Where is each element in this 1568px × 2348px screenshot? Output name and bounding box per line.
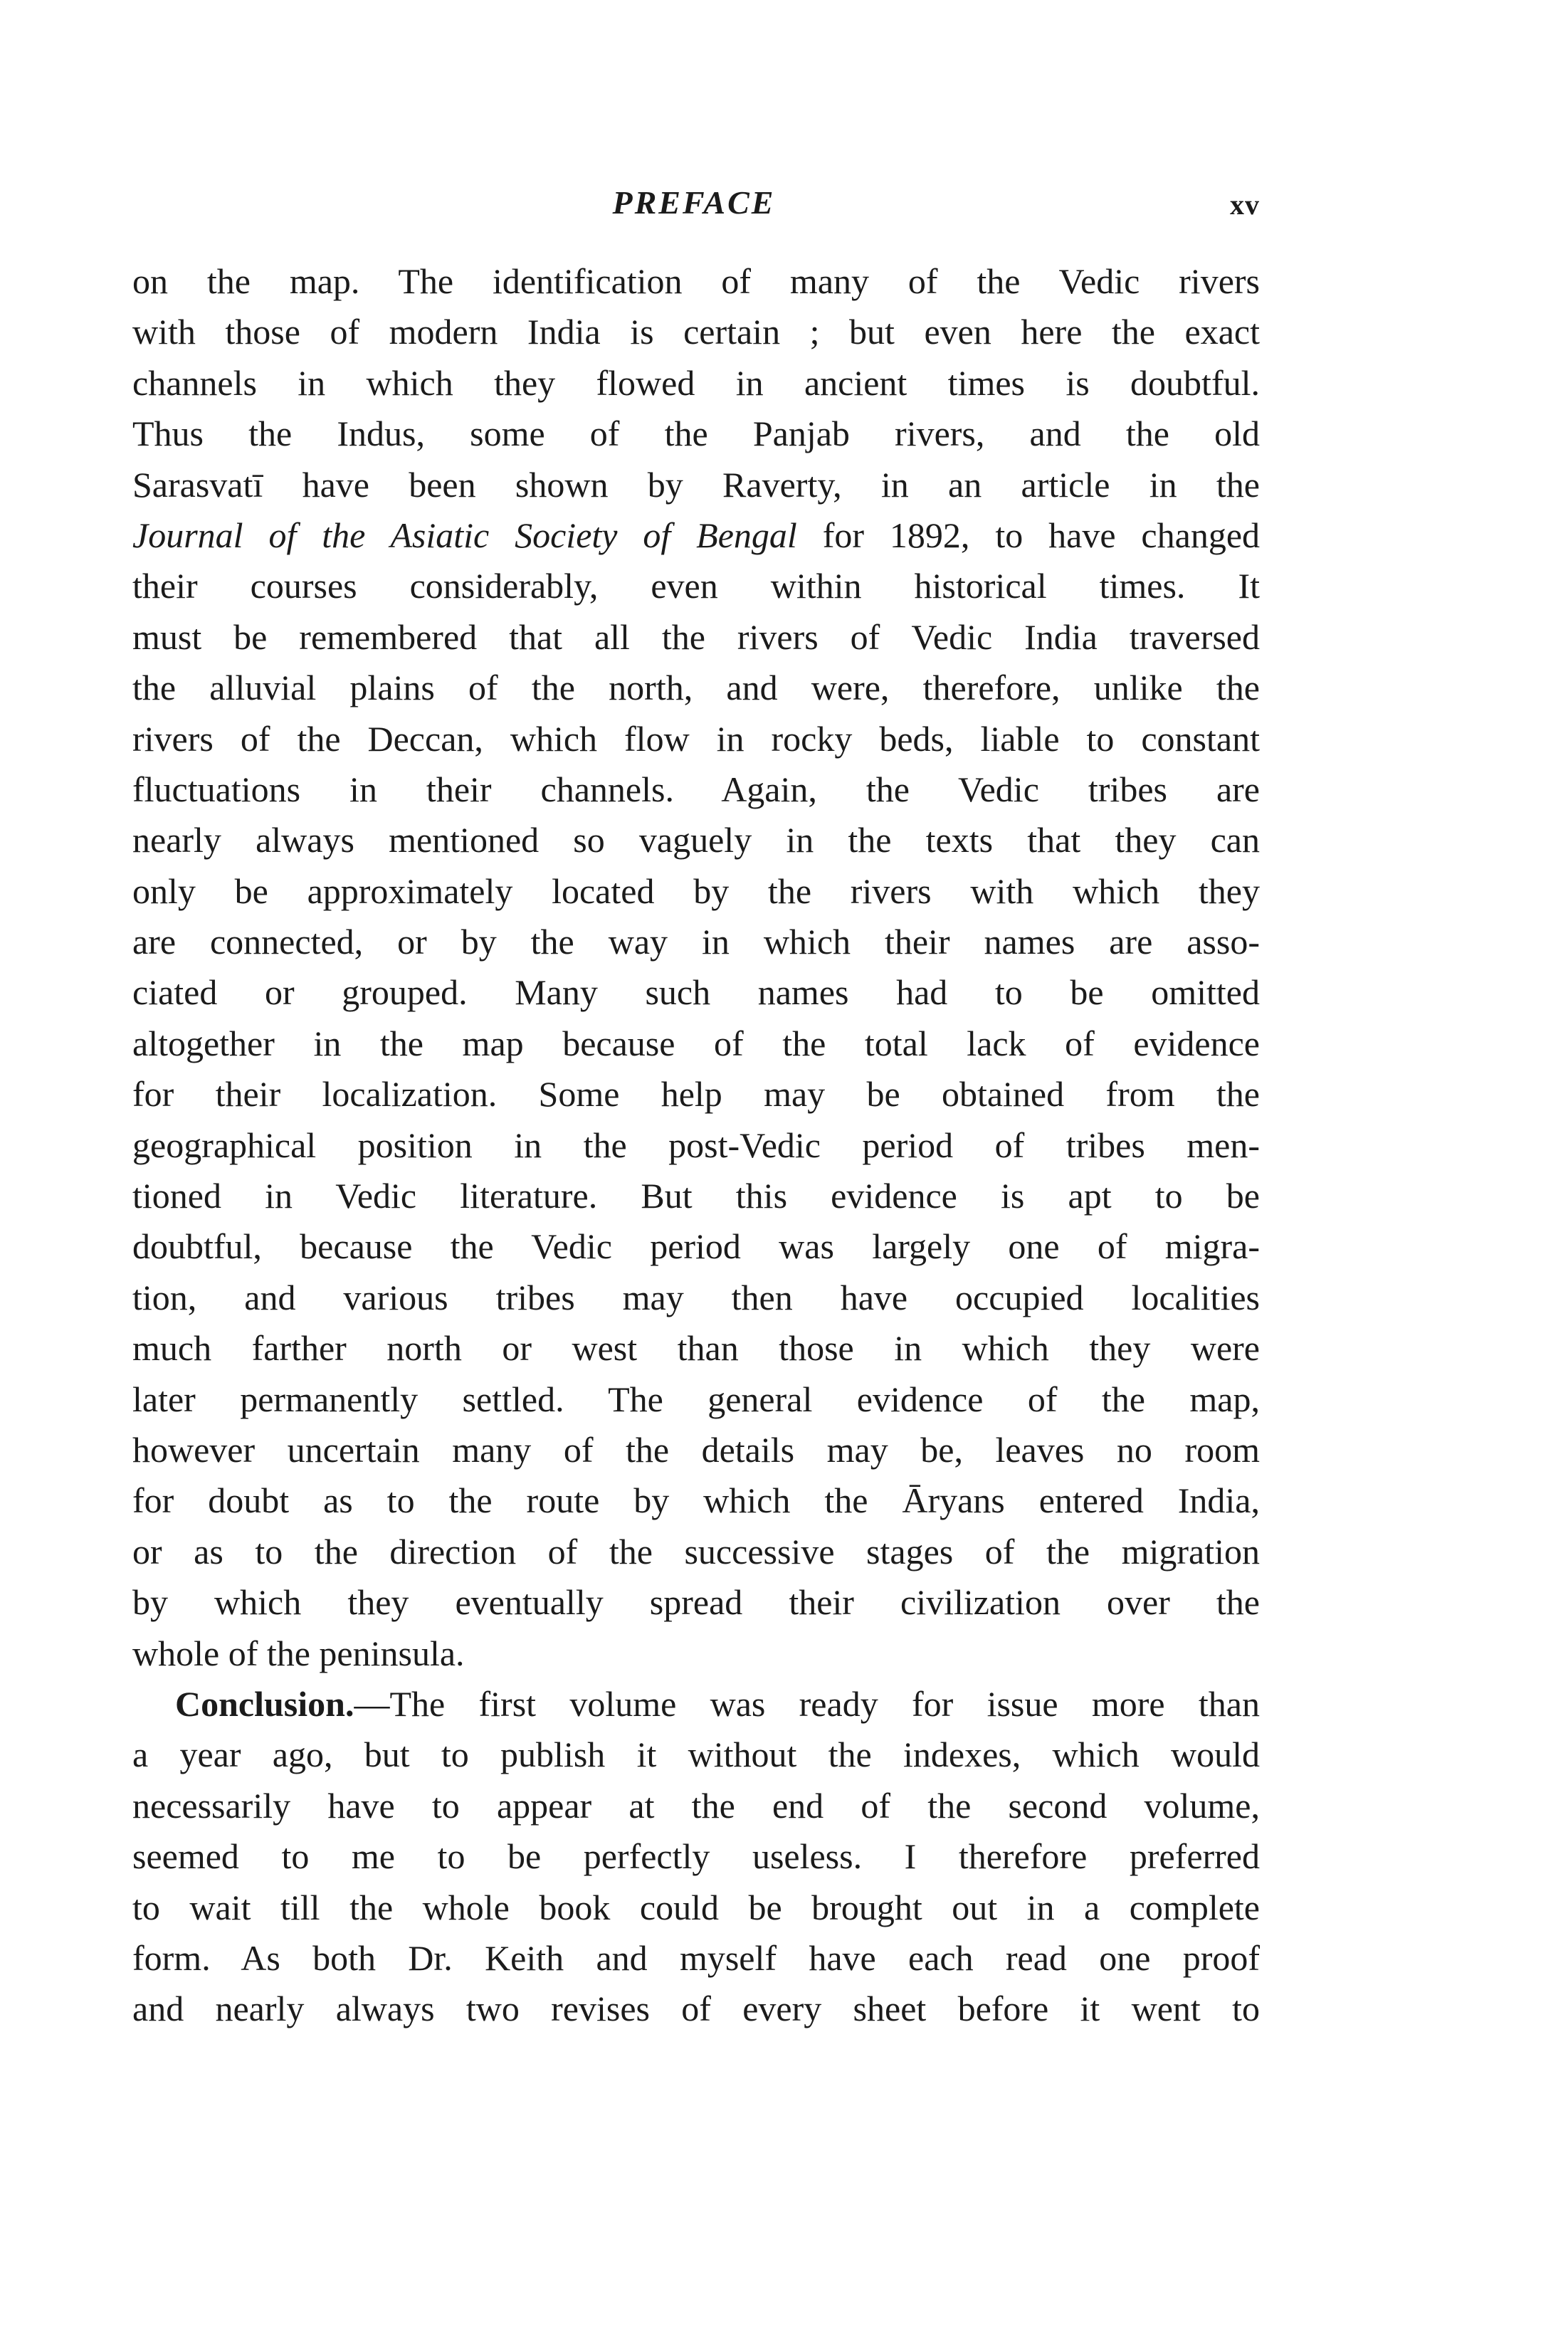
text-line: on the map. The identification of many of the Vedic rivers xyxy=(132,261,1260,301)
text-line: geographical position in the post-Vedic period of tribes men- xyxy=(132,1125,1260,1165)
text-line: must be remembered that all the rivers of Vedic India traversed xyxy=(132,616,1260,657)
text-line-journal-citation xyxy=(132,510,1260,561)
text-line: ciated or grouped. Many such names had to be omitted xyxy=(132,972,1260,1013)
text-line: nearly always mentioned so vaguely in the texts that they can xyxy=(132,820,1260,860)
text-line-conclusion xyxy=(132,1679,1260,1730)
text-line: a year ago, but to publish it without the indexes, which would xyxy=(132,1734,1260,1775)
body-text xyxy=(132,256,1260,2035)
text-line: tioned in Vedic literature. But this evidence is apt to be xyxy=(132,1176,1260,1216)
conclusion-line-rest: —The first volume was ready for issue more than xyxy=(354,1683,1260,1724)
text-line: Thus the Indus, some of the Panjab rivers, and the old xyxy=(132,414,1260,454)
text-line: with those of modern India is certain ; but even here the exact xyxy=(132,312,1260,352)
text-line: to wait till the whole book could be brought out in a complete xyxy=(132,1887,1260,1927)
text-line: much farther north or west than those in which they were xyxy=(132,1328,1260,1369)
text-line-paragraph-end: whole of the peninsula. xyxy=(132,1633,465,1673)
section-heading-conclusion: Conclusion. xyxy=(175,1683,354,1724)
text-line: or as to the direction of the successive stages of the migration xyxy=(132,1531,1260,1572)
text-line: however uncertain many of the details may be, leaves no room xyxy=(132,1429,1260,1470)
text-line: necessarily have to appear at the end of the second volume, xyxy=(132,1785,1260,1826)
text-line: Sarasvatī have been shown by Raverty, in an article in the xyxy=(132,464,1260,505)
text-line: altogether in the map because of the total lack of evidence xyxy=(132,1023,1260,1063)
text-line: form. As both Dr. Keith and myself have each read one proof xyxy=(132,1937,1260,1978)
text-line: seemed to me to be perfectly useless. I therefore preferred xyxy=(132,1836,1260,1877)
text-line: channels in which they flowed in ancient times is doubtful. xyxy=(132,362,1260,403)
text-line: by which they eventually spread their civilization over the xyxy=(132,1582,1260,1623)
journal-title: Journal of the Asiatic Society of Bengal xyxy=(132,515,797,555)
running-head xyxy=(128,184,1260,233)
text-line: fluctuations in their channels. Again, the Vedic tribes are xyxy=(132,769,1260,809)
text-line: only be approximately located by the rivers with which they xyxy=(132,870,1260,911)
text-line: rivers of the Deccan, which flow in rocky beds, liable to constant xyxy=(132,718,1260,759)
text-line: are connected, or by the way in which their names are asso- xyxy=(132,922,1260,962)
text-line: their courses considerably, even within historical times. It xyxy=(132,566,1260,606)
text-line: doubtful, because the Vedic period was largely one of migra- xyxy=(132,1226,1260,1267)
text-line: the alluvial plains of the north, and were, therefore, unlike the xyxy=(132,668,1260,708)
page-number: xv xyxy=(1230,189,1260,221)
text-line: tion, and various tribes may then have occupied localities xyxy=(132,1277,1260,1317)
journal-line-rest: for 1892, to have changed xyxy=(796,515,1260,555)
text-line: for doubt as to the route by which the Āryans entered India, xyxy=(132,1480,1260,1521)
running-title: PREFACE xyxy=(612,184,776,221)
text-line: for their localization. Some help may be obtained from the xyxy=(132,1074,1260,1115)
text-line: and nearly always two revises of every sheet before it went to xyxy=(132,1989,1260,2029)
text-line: later permanently settled. The general evidence of the map, xyxy=(132,1379,1260,1419)
